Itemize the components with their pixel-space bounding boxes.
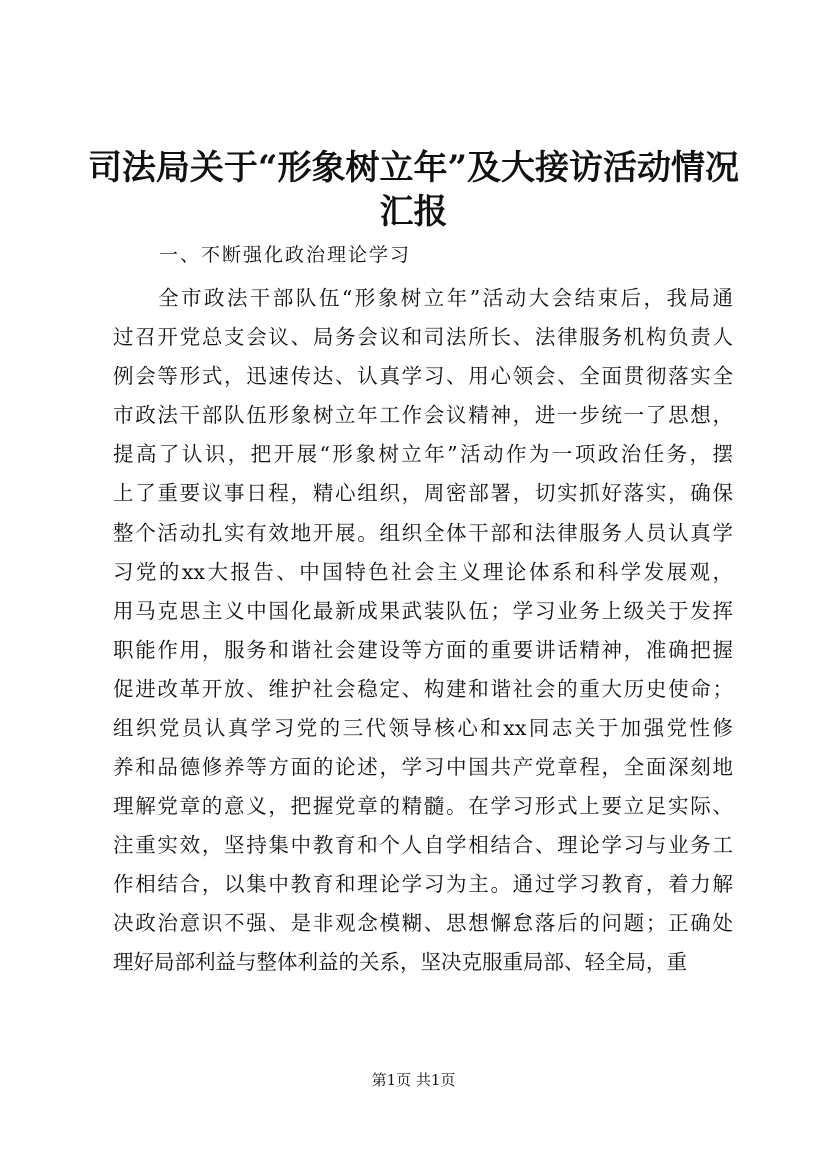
- paragraph-line: 提高了认识，把开展“形象树立年”活动作为一项政治任务，摆: [113, 442, 733, 466]
- paragraph-line: 组织党员认真学习党的三代领导核心和xx同志关于加强党性修: [113, 716, 733, 740]
- paragraph-line: 理解党章的意义，把握党章的精髓。在学习形式上要立足实际、: [113, 794, 733, 818]
- paragraph-line: 市政法干部队伍形象树立年工作会议精神，进一步统一了思想，: [113, 403, 733, 427]
- document-title-line-1: 司法局关于“形象树立年”及大接访活动情况: [87, 148, 740, 188]
- paragraph-line: 理好局部利益与整体利益的关系，坚决克服重局部、轻全局，重: [113, 950, 687, 974]
- paragraph-line: 职能作用，服务和谐社会建设等方面的重要讲话精神，准确把握: [113, 638, 733, 662]
- paragraph-line: 例会等形式，迅速传达、认真学习、用心领会、全面贯彻落实全: [113, 364, 733, 388]
- paragraph-line: 养和品德修养等方面的论述，学习中国共产党章程，全面深刻地: [113, 755, 733, 779]
- paragraph-line: 注重实效，坚持集中教育和个人自学相结合、理论学习与业务工: [113, 833, 733, 857]
- paragraph-line: 上了重要议事日程，精心组织，周密部署，切实抓好落实，确保: [113, 481, 733, 505]
- paragraph-line: 作相结合，以集中教育和理论学习为主。通过学习教育，着力解: [113, 872, 733, 896]
- paragraph-line: 全市政法干部队伍“形象树立年”活动大会结束后，我局通: [158, 286, 733, 310]
- paragraph-line: 促进改革开放、维护社会稳定、构建和谐社会的重大历史使命；: [113, 677, 733, 701]
- paragraph-line: 整个活动扎实有效地开展。组织全体干部和法律服务人员认真学: [113, 521, 733, 545]
- paragraph-line: 决政治意识不强、是非观念模糊、思想懈怠落后的问题；正确处: [113, 911, 733, 935]
- paragraph-line: 习党的xx大报告、中国特色社会主义理论体系和科学发展观，: [113, 560, 733, 584]
- paragraph-line: 用马克思主义中国化最新成果武装队伍；学习业务上级关于发挥: [113, 599, 733, 623]
- section-heading: 一、不断强化政治理论学习: [159, 244, 412, 266]
- page-number-footer: 第1页 共1页: [371, 1071, 456, 1089]
- paragraph-line: 过召开党总支会议、局务会议和司法所长、法律服务机构负责人: [113, 325, 733, 349]
- document-title-line-2: 汇报: [379, 192, 448, 232]
